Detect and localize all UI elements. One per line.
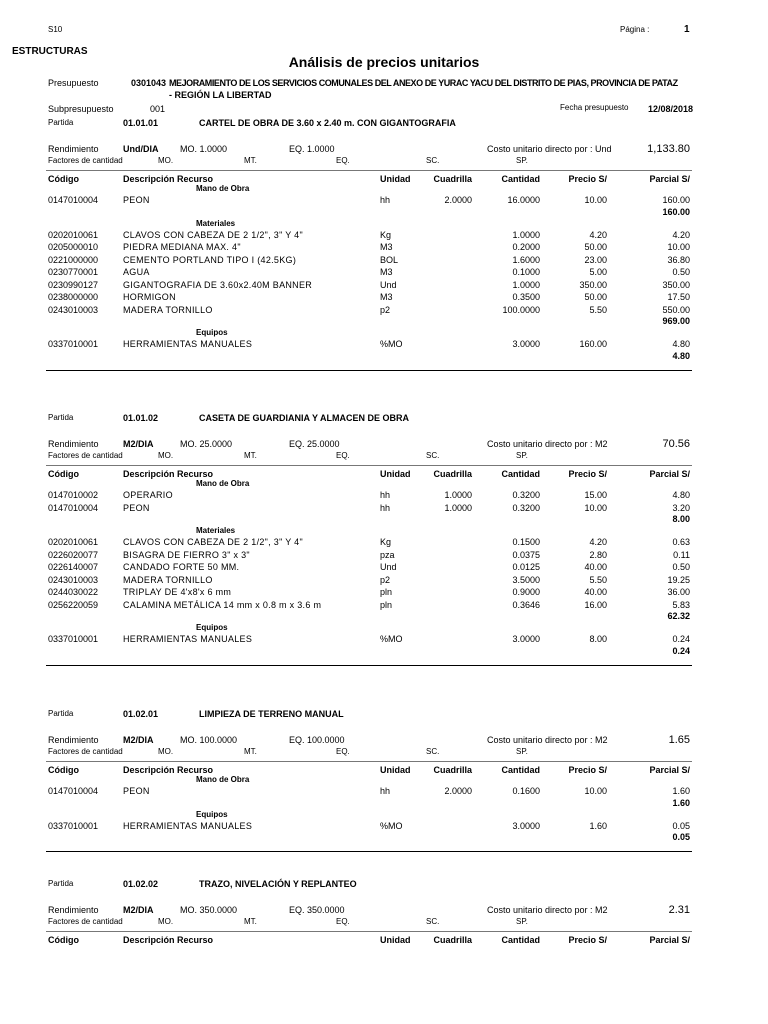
fecha-label: Fecha presupuesto [560,103,629,112]
column-cuadrilla: Cuadrilla [433,469,472,479]
resource-description: HERRAMIENTAS MANUALES [123,634,253,644]
factor-mt: MT. [244,156,257,165]
factor-sp: SP. [516,156,528,165]
resource-cuadrilla: 2.0000 [444,195,472,205]
group-subtotal: 62.32 [667,611,690,621]
resource-parcial: 0.05 [672,820,690,831]
resource-precio: 16.00 [584,599,607,610]
resource-cantidad: 0.0125 [512,562,540,572]
subpresupuesto-code: 001 [150,104,166,114]
factor-mo: MO. [158,747,174,756]
rendimiento-mo: MO. 25.0000 [180,439,233,449]
column-parcial: Parcial S/ [649,469,690,479]
partida-description: LIMPIEZA DE TERRENO MANUAL [199,709,344,719]
resource-description: PIEDRA MEDIANA MAX. 4" [123,242,241,252]
resource-description: HORMIGON [123,292,176,302]
resource-parcial: 4.80 [672,339,690,349]
factor-sp: SP. [516,917,528,926]
column-cantidad: Cantidad [501,174,540,184]
resource-parcial: 0.50 [672,267,690,277]
resource-cantidad: 100.0000 [502,304,540,315]
resource-description: CLAVOS CON CABEZA DE 2 1/2", 3" Y 4" [123,229,303,240]
presupuesto-description: MEJORAMIENTO DE LOS SERVICIOS COMUNALES DEL ANEXO DE YURAC YACU DEL DISTRITO DE PIAS, PROVINCIA DE PATAZ [169,78,678,88]
resource-description: CALAMINA METÁLICA 14 mm x 0.8 m x 3.6 m [123,599,322,610]
group-heading-equipos: Equipos [196,809,228,819]
resource-description: GIGANTOGRAFIA DE 3.60x2.40M BANNER [123,279,313,290]
costo-unitario-value: 70.56 [662,438,690,450]
resource-cantidad: 1.0000 [512,279,540,290]
resource-unit: p2 [380,304,391,315]
partida-code: 01.02.02 [123,879,159,889]
rendimiento-mo: MO. 350.0000 [180,905,238,915]
factor-mo: MO. [158,156,174,165]
resource-precio: 5.00 [589,267,607,277]
resource-precio: 40.00 [584,562,607,572]
resource-unit: %MO [380,634,403,644]
resource-unit: M3 [380,267,393,277]
resource-description: CEMENTO PORTLAND TIPO I (42.5KG) [123,254,297,265]
resource-cantidad: 1.6000 [512,254,540,265]
costo-unitario-label: Costo unitario directo por : M2 [487,905,608,915]
group-heading-mano-obra: Mano de Obra [196,479,250,488]
rendimiento-label: Rendimiento [48,439,99,449]
resource-unit: %MO [380,820,403,831]
resource-cuadrilla: 2.0000 [444,786,472,796]
resource-description: TRIPLAY DE 4'x8'x 6 mm [123,587,232,597]
rendimiento-unit: M2/DIA [123,905,154,915]
resource-parcial: 4.20 [672,229,690,240]
divider [46,665,692,666]
factor-mt: MT. [244,451,257,460]
column-unidad: Unidad [380,765,411,775]
resource-code: 0238000000 [48,292,99,302]
column-cantidad: Cantidad [501,935,540,945]
resource-code: 0221000000 [48,254,99,265]
group-subtotal: 4.80 [672,350,690,361]
resource-parcial: 0.11 [673,549,690,560]
divider [46,170,692,171]
group-heading-materiales: Materiales [196,526,236,535]
resource-parcial: 160.00 [662,195,690,205]
resource-code: 0226020077 [48,549,99,560]
resource-unit: pza [380,549,395,560]
resource-unit: pln [380,599,393,610]
rendimiento-mo: MO. 100.0000 [180,735,238,745]
column-descripcion: Descripción Recurso [123,935,214,945]
divider [46,465,692,466]
divider [46,761,692,762]
resource-unit: Und [380,279,397,290]
column-descripcion: Descripción Recurso [123,469,214,479]
resource-precio: 10.00 [584,195,607,205]
column-cuadrilla: Cuadrilla [433,174,472,184]
column-cuadrilla: Cuadrilla [433,765,472,775]
resource-cantidad: 1.0000 [512,229,540,240]
resource-parcial: 10.00 [667,242,690,252]
resource-parcial: 0.50 [672,562,690,572]
resource-code: 0337010001 [48,820,99,831]
resource-precio: 10.00 [584,786,607,796]
resource-precio: 50.00 [584,242,607,252]
resource-description: CLAVOS CON CABEZA DE 2 1/2", 3" Y 4" [123,537,303,547]
column-unidad: Unidad [380,935,411,945]
resource-code: 0337010001 [48,339,99,349]
page-label: Página : [620,25,650,34]
column-precio: Precio S/ [568,469,607,479]
resource-parcial: 36.80 [667,254,690,265]
resource-parcial: 350.00 [662,279,690,290]
column-cuadrilla: Cuadrilla [433,935,472,945]
factor-sc: SC. [426,747,440,756]
factor-eq: EQ. [336,747,350,756]
divider [46,370,692,371]
resource-description: BISAGRA DE FIERRO 3" x 3" [123,549,250,560]
factores-label: Factores de cantidad [48,917,123,926]
resource-parcial: 17.50 [667,292,690,302]
resource-code: 0230770001 [48,267,99,277]
column-unidad: Unidad [380,469,411,479]
resource-cantidad: 0.9000 [512,587,540,597]
resource-unit: hh [380,786,391,796]
factor-eq: EQ. [336,156,350,165]
resource-precio: 350.00 [579,279,607,290]
resource-cantidad: 0.1500 [512,537,540,547]
costo-unitario-value: 1,133.80 [647,143,690,155]
resource-parcial: 550.00 [662,304,690,315]
rendimiento-eq: EQ. 25.0000 [289,439,340,449]
resource-description: CANDADO FORTE 50 MM. [123,562,240,572]
factor-sp: SP. [516,451,528,460]
rendimiento-unit: M2/DIA [123,735,154,745]
resource-unit: hh [380,195,391,205]
resource-precio: 5.50 [589,304,607,315]
resource-precio: 15.00 [584,490,607,500]
factor-mo: MO. [158,451,174,460]
resource-code: 0147010004 [48,786,99,796]
factor-sc: SC. [426,451,440,460]
group-subtotal: 8.00 [672,514,690,524]
resource-unit: pln [380,587,393,597]
column-descripcion: Descripción Recurso [123,765,214,775]
resource-parcial: 36.00 [667,587,690,597]
resource-parcial: 5.83 [672,599,690,610]
resource-cantidad: 0.1600 [512,786,540,796]
page-number: 1 [684,24,690,35]
column-codigo: Código [48,765,79,775]
partida-label: Partida [48,709,74,718]
column-unidad: Unidad [380,174,411,184]
column-codigo: Código [48,174,79,184]
group-heading-mano-obra: Mano de Obra [196,184,250,193]
partida-label: Partida [48,413,74,422]
section-estructuras: ESTRUCTURAS [12,46,88,57]
factor-mt: MT. [244,747,257,756]
partida-description: CASETA DE GUARDIANIA Y ALMACEN DE OBRA [199,413,410,423]
resource-code: 0226140007 [48,562,99,572]
resource-precio: 40.00 [584,587,607,597]
partida-description: TRAZO, NIVELACIÓN Y REPLANTEO [199,879,357,889]
resource-code: 0337010001 [48,634,99,644]
resource-unit: %MO [380,339,403,349]
group-heading-mano-obra: Mano de Obra [196,775,250,784]
column-descripcion: Descripción Recurso [123,174,214,184]
presupuesto-label: Presupuesto [48,78,99,88]
rendimiento-unit: M2/DIA [123,439,154,449]
column-codigo: Código [48,469,79,479]
partida-description: CARTEL DE OBRA DE 3.60 x 2.40 m. CON GIGANTOGRAFIA [199,118,456,128]
resource-precio: 10.00 [584,502,607,513]
column-precio: Precio S/ [568,765,607,775]
resource-precio: 2.80 [589,549,607,560]
resource-precio: 5.50 [589,574,607,585]
partida-label: Partida [48,118,74,127]
resource-parcial: 1.60 [672,786,690,796]
costo-unitario-label: Costo unitario directo por : Und [487,144,612,154]
factores-label: Factores de cantidad [48,156,123,165]
resource-description: MADERA TORNILLO [123,304,213,315]
group-subtotal: 0.05 [672,832,690,842]
resource-cantidad: 3.0000 [512,339,540,349]
rendimiento-label: Rendimiento [48,144,99,154]
resource-code: 0244030022 [48,587,99,597]
factor-sp: SP. [516,747,528,756]
resource-unit: BOL [380,254,399,265]
resource-cantidad: 0.3646 [512,599,540,610]
resource-unit: hh [380,490,391,500]
rendimiento-mo: MO. 1.0000 [180,144,228,154]
group-subtotal: 969.00 [662,316,690,326]
column-parcial: Parcial S/ [649,935,690,945]
resource-code: 0147010004 [48,195,99,205]
group-heading-equipos: Equipos [196,623,228,632]
rendimiento-label: Rendimiento [48,905,99,915]
resource-code: 0243010003 [48,574,99,585]
resource-code: 0256220059 [48,599,99,610]
resource-cantidad: 0.3200 [512,502,540,513]
rendimiento-eq: EQ. 1.0000 [289,144,335,154]
resource-cantidad: 3.0000 [512,634,540,644]
costo-unitario-label: Costo unitario directo por : M2 [487,439,608,449]
resource-precio: 1.60 [589,820,607,831]
resource-unit: Kg [380,229,392,240]
resource-code: 0202010061 [48,537,99,547]
resource-parcial: 0.63 [672,537,690,547]
resource-code: 0147010002 [48,490,99,500]
group-subtotal: 160.00 [662,206,690,217]
column-cantidad: Cantidad [501,765,540,775]
resource-precio: 4.20 [589,229,607,240]
resource-cuadrilla: 1.0000 [444,490,472,500]
group-subtotal: 1.60 [672,797,690,808]
rendimiento-unit: Und/DIA [123,144,159,154]
resource-cantidad: 0.0375 [512,549,540,560]
resource-code: 0230990127 [48,279,99,290]
resource-description: MADERA TORNILLO [123,574,213,585]
factores-label: Factores de cantidad [48,747,123,756]
partida-code: 01.01.02 [123,413,159,423]
resource-precio: 50.00 [584,292,607,302]
resource-code: 0205000010 [48,242,99,252]
resource-description: HERRAMIENTAS MANUALES [123,339,253,349]
resource-cantidad: 3.0000 [512,820,540,831]
column-parcial: Parcial S/ [649,765,690,775]
resource-unit: hh [380,502,391,513]
resource-precio: 4.20 [589,537,607,547]
resource-description: AGUA [123,267,150,277]
partida-code: 01.02.01 [123,709,159,719]
resource-unit: p2 [380,574,391,585]
rendimiento-eq: EQ. 350.0000 [289,905,345,915]
resource-unit: M3 [380,242,393,252]
group-heading-materiales: Materiales [196,218,236,228]
subpresupuesto-label: Subpresupuesto [48,104,114,114]
resource-description: OPERARIO [123,490,173,500]
resource-description: PEON [123,786,150,796]
resource-cantidad: 0.3500 [512,292,540,302]
page-title: Análisis de precios unitarios [288,54,480,70]
resource-precio: 23.00 [584,254,607,265]
costo-unitario-value: 1.65 [668,734,690,746]
fecha-value: 12/08/2018 [648,104,694,114]
resource-description: PEON [123,195,150,205]
column-precio: Precio S/ [568,174,607,184]
partida-code: 01.01.01 [123,118,159,128]
resource-cantidad: 0.1000 [512,267,540,277]
column-codigo: Código [48,935,79,945]
resource-parcial: 4.80 [672,490,690,500]
factor-sc: SC. [426,156,440,165]
costo-unitario-label: Costo unitario directo por : M2 [487,735,608,745]
resource-description: HERRAMIENTAS MANUALES [123,820,253,831]
resource-code: 0202010061 [48,229,99,240]
resource-cantidad: 0.3200 [512,490,540,500]
group-subtotal: 0.24 [672,645,690,656]
column-cantidad: Cantidad [501,469,540,479]
resource-unit: Kg [380,537,392,547]
group-heading-equipos: Equipos [196,328,228,337]
factor-mo: MO. [158,917,174,926]
column-precio: Precio S/ [568,935,607,945]
resource-parcial: 0.24 [672,634,690,644]
presupuesto-description-2: - REGIÓN LA LIBERTAD [169,90,272,100]
resource-precio: 160.00 [579,339,607,349]
resource-unit: Und [380,562,397,572]
factor-eq: EQ. [336,451,350,460]
resource-cantidad: 16.0000 [507,195,540,205]
presupuesto-code: 0301043 [131,78,167,88]
factor-mt: MT. [244,917,257,926]
resource-cuadrilla: 1.0000 [444,502,472,513]
resource-description: PEON [123,502,150,513]
resource-code: 0243010003 [48,304,99,315]
resource-unit: M3 [380,292,393,302]
resource-cantidad: 3.5000 [512,574,540,585]
partida-label: Partida [48,879,74,888]
factor-eq: EQ. [336,917,350,926]
resource-parcial: 3.20 [672,502,690,513]
column-parcial: Parcial S/ [649,174,690,184]
costo-unitario-value: 2.31 [668,904,690,916]
divider [46,851,692,852]
factor-sc: SC. [426,917,440,926]
rendimiento-label: Rendimiento [48,735,99,745]
resource-code: 0147010004 [48,502,99,513]
rendimiento-eq: EQ. 100.0000 [289,735,345,745]
resource-parcial: 19.25 [667,574,690,585]
system-code: S10 [48,25,63,34]
divider [46,931,692,932]
resource-cantidad: 0.2000 [512,242,540,252]
factores-label: Factores de cantidad [48,451,123,460]
resource-precio: 8.00 [589,634,607,644]
